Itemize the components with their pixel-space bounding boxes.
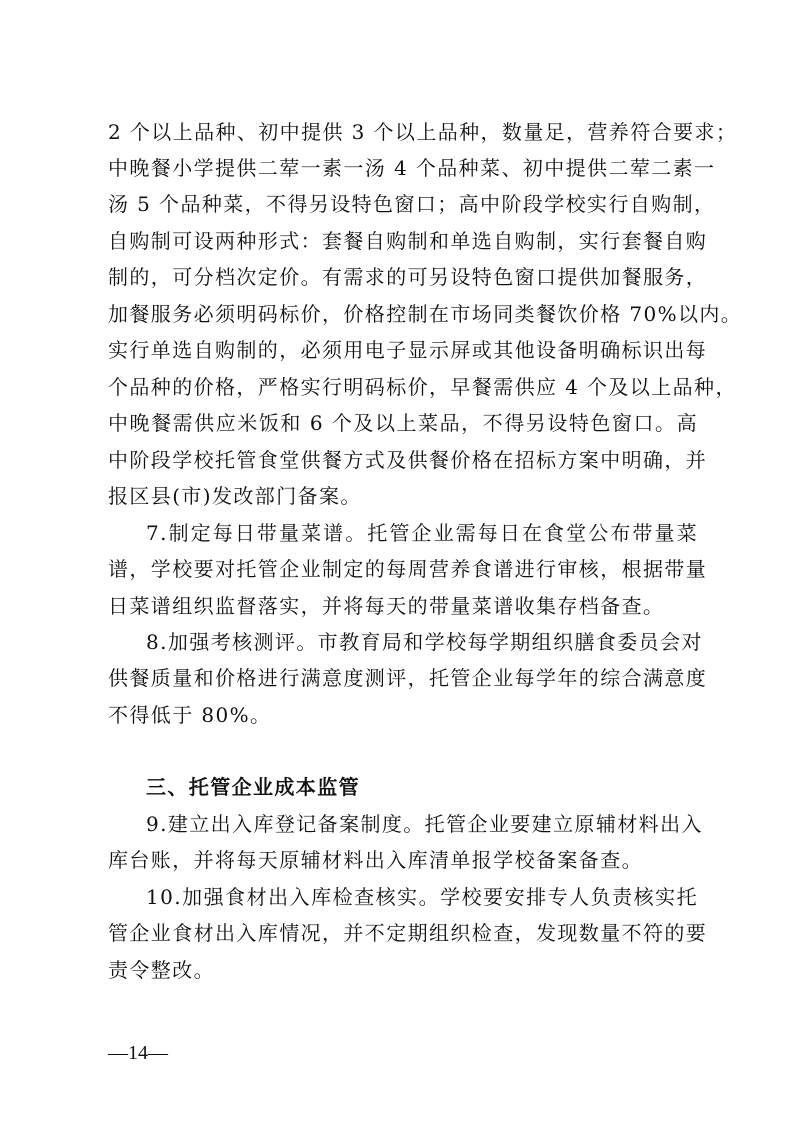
item-10-line: 责令整改。 — [108, 958, 215, 982]
item-10-line: 10.加强食材出入库检查核实。学校要安排专人负责核实托 — [146, 885, 698, 909]
section-heading: 三、托管企业成本监管 — [146, 775, 360, 799]
item-9-line: 9.建立出入库登记备案制度。托管企业要建立原辅材料出入 — [146, 812, 703, 836]
body-line: 报区县(市)发改部门备案。 — [108, 484, 362, 508]
body-line: 中阶段学校托管食堂供餐方式及供餐价格在招标方案中明确，并 — [108, 448, 708, 472]
body-line: 加餐服务必须明码标价，价格控制在市场同类餐饮价格 70%以内。 — [108, 302, 743, 326]
body-line: 自购制可设两种形式：套餐自购制和单选自购制，实行套餐自购 — [108, 229, 708, 253]
item-7-line: 日菜谱组织监督落实，并将每天的带量菜谱收集存档备查。 — [108, 594, 665, 618]
body-line: 个品种的价格，严格实行明码标价，早餐需供应 4 个及以上品种， — [108, 375, 737, 399]
item-8-line: 不得低于 80%。 — [108, 703, 272, 727]
item-10-line: 管企业食材出入库情况，并不定期组织检查，发现数量不符的要 — [108, 921, 708, 945]
item-8-line: 供餐质量和价格进行满意度测评，托管企业每学年的综合满意度 — [108, 666, 708, 690]
body-line: 汤 5 个品种菜，不得另设特色窗口；高中阶段学校实行自购制， — [108, 192, 716, 216]
body-line: 中晚餐需供应米饭和 6 个及以上菜品，不得另设特色窗口。高 — [108, 411, 698, 435]
body-line: 2 个以上品种、初中提供 3 个以上品种，数量足，营养符合要求； — [108, 120, 738, 144]
body-line: 制的，可分档次定价。有需求的可另设特色窗口提供加餐服务， — [108, 265, 708, 289]
item-8-line: 8.加强考核测评。市教育局和学校每学期组织膳食委员会对 — [146, 630, 703, 654]
body-line: 中晚餐小学提供二荤一素一汤 4 个品种菜、初中提供二荤二素一 — [108, 156, 716, 180]
item-7-line: 谱，学校要对托管企业制定的每周营养食谱进行审核，根据带量 — [108, 557, 708, 581]
item-7-line: 7.制定每日带量菜谱。托管企业需每日在食堂公布带量菜 — [146, 521, 698, 545]
page-number: —14— — [108, 1042, 168, 1064]
body-line: 实行单选自购制的，必须用电子显示屏或其他设备明确标识出每 — [108, 338, 708, 362]
item-9-line: 库台账，并将每天原辅材料出入库清单报学校备案备查。 — [108, 848, 643, 872]
